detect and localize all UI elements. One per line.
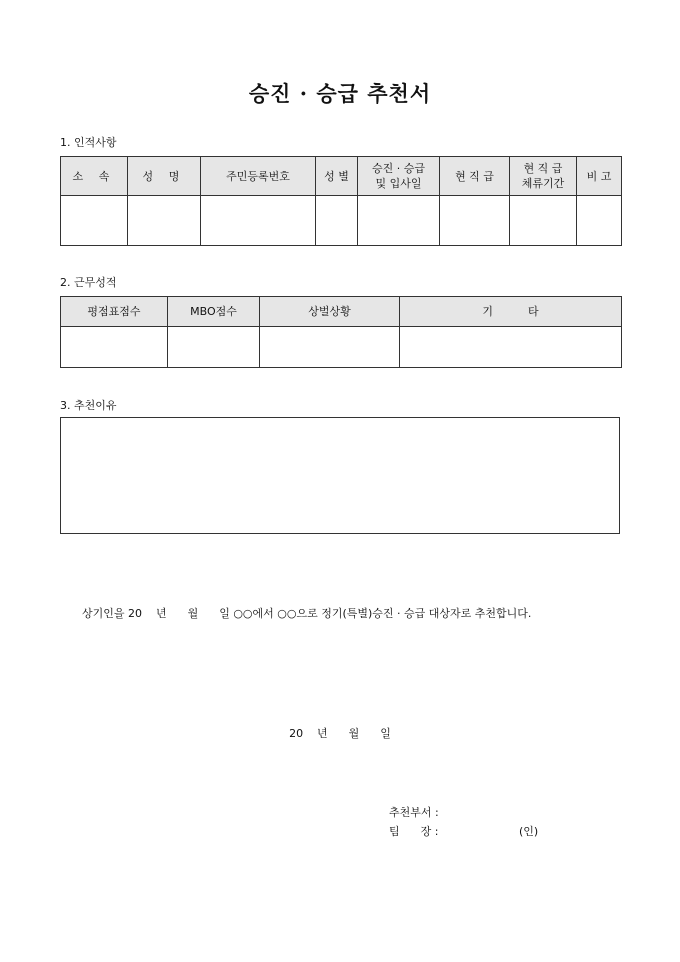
header-grade-tenure (510, 157, 577, 196)
cell-mbo-score[interactable] (168, 327, 260, 368)
cell-gender[interactable] (316, 196, 358, 246)
performance-table (60, 296, 622, 368)
cell-resident-number[interactable] (201, 196, 316, 246)
personal-info-entry-row (61, 196, 622, 246)
header-gender: 성 별 (316, 157, 358, 196)
header-other: 기 타 (400, 297, 622, 327)
header-promotion-date (358, 157, 440, 196)
document-title: 승진 · 승급 추천서 (248, 81, 432, 106)
cell-current-grade[interactable] (440, 196, 510, 246)
signature-department: 추천부서 : (389, 806, 439, 819)
cell-reward-discipline[interactable] (260, 327, 400, 368)
performance-entry-row (61, 327, 622, 368)
cell-remarks[interactable] (577, 196, 622, 246)
header-department: 소 속 (61, 157, 128, 196)
section-label-performance: 2. 근무성적 (60, 276, 117, 289)
cell-name[interactable] (128, 196, 201, 246)
statement-text: 상기인을 20 년 월 일 ○○에서 ○○으로 정기(특별)승진 · 승급 대상자로 추천합니다. (82, 607, 532, 620)
header-rating-score: 평점표점수 (61, 297, 168, 327)
document-date: 20 년 월 일 (289, 727, 391, 740)
cell-other[interactable] (400, 327, 622, 368)
section-label-personal-info: 1. 인적사항 (60, 136, 117, 149)
cell-department[interactable] (61, 196, 128, 246)
cell-rating-score[interactable] (61, 327, 168, 368)
header-resident-number: 주민등록번호 (201, 157, 316, 196)
header-reward-discipline: 상벌상황 (260, 297, 400, 327)
recommendation-statement (60, 604, 622, 623)
personal-info-header-row (61, 157, 622, 196)
header-grade-tenure-line1: 현 직 급 (523, 162, 563, 175)
cell-grade-tenure[interactable] (510, 196, 577, 246)
header-promotion-date-line1: 승진 · 승급 (372, 162, 425, 175)
header-current-grade: 현 직 급 (440, 157, 510, 196)
signature-team-leader: 팀 장 : (389, 825, 439, 838)
personal-info-table (60, 156, 622, 246)
header-mbo-score: MBO점수 (168, 297, 260, 327)
header-remarks: 비 고 (577, 157, 622, 196)
recommendation-reason-box[interactable] (60, 417, 620, 534)
cell-promotion-date[interactable] (358, 196, 440, 246)
header-grade-tenure-line2: 체류기간 (521, 177, 565, 190)
header-name: 성 명 (128, 157, 201, 196)
performance-header-row (61, 297, 622, 327)
section-label-reason: 3. 추천이유 (60, 399, 117, 412)
header-promotion-date-line2: 및 입사일 (375, 177, 422, 190)
signature-seal: (인) (519, 825, 539, 838)
